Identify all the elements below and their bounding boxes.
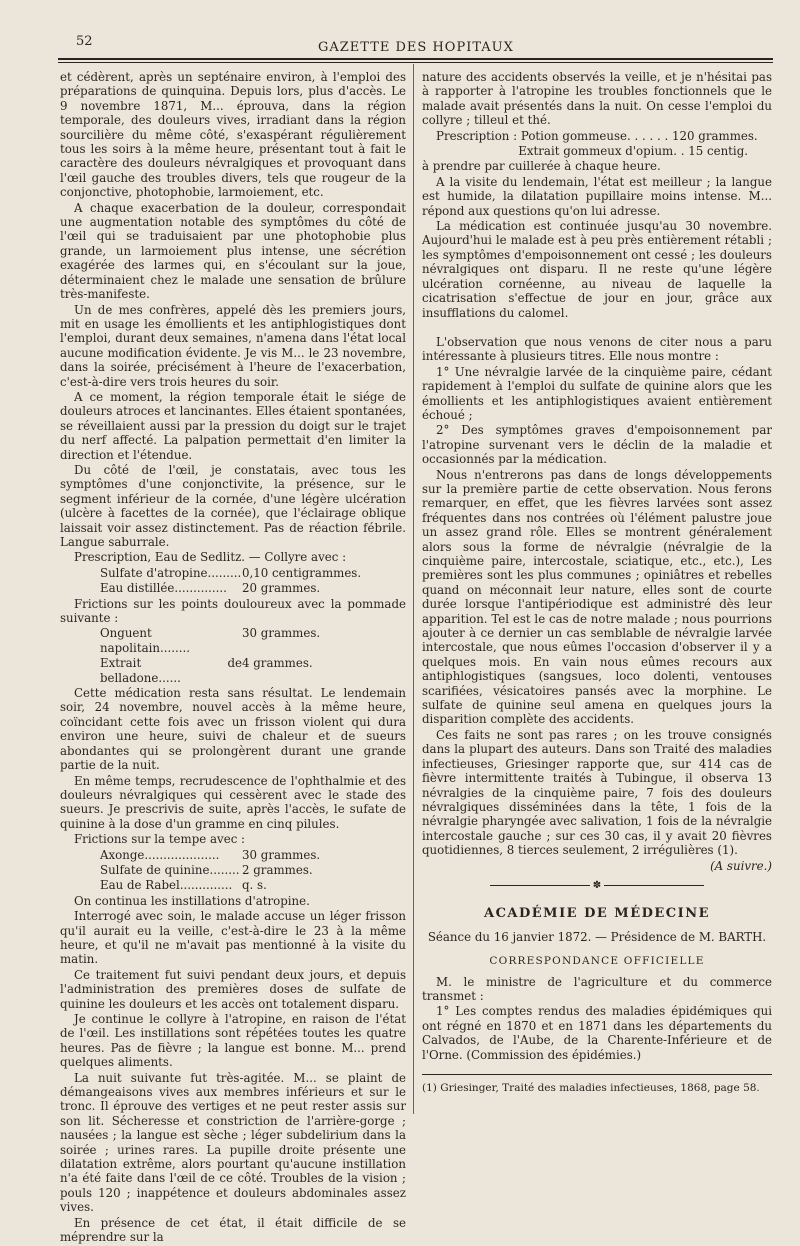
paragraph: Frictions sur les points douloureux avec la pommade suivante :	[60, 596, 406, 626]
paragraph: 2° Des symptômes graves d'empoisonnement par l'atropine survenant vers le déclin de la maladie et occasionnés par la médication.	[422, 423, 772, 467]
prescription-heading: Prescription : Potion gommeuse. . . . . . 120 grammes.	[436, 128, 758, 143]
prescription-line: Extrait de belladone...... 4 grammes.	[100, 656, 313, 685]
paragraph: Du côté de l'œil, je constatais, avec tous les symptômes d'une conjonctivite, la présence, sur le segment inférieur de la cornée, d'une légère ulcération (ulcère à facettes de la cornée), que l'éclairage oblique laissait voir assez distinctement. Pas de réaction fébrile. Langue saburrale.	[60, 462, 406, 549]
prescription-line: Onguent napolitain........ 30 grammes.	[100, 626, 321, 655]
paragraph: nature des accidents observés la veille, et je n'hésitai pas à rapporter à l'atropine les troubles fonctionnels que le malade avait présentés dans la nuit. On cesse l'emploi du collyre ; tilleul et thé.	[422, 70, 772, 128]
column-separator	[413, 64, 414, 1114]
paragraph: Frictions sur la tempe avec :	[74, 832, 246, 847]
paragraph: Nous n'entrerons pas dans de longs développements sur la première partie de cette observation. Nous ferons remarquer, en effet, que les fièvres larvées sont assez fréquentes dans nos contrées où l'élément palustre joue un assez grand rôle. Elles se montrent généralement alors sous la forme de névralgie (névralgie de la cinquième paire, intercostale, sciatique, etc., etc.), Les premières sont les plus communes ; opiniâtres et rebelles quand on méconnait leur nature, elles sont de courte durée lorsque l'antipériodique est administré dès leur apparition. Tel est le cas de notre malade ; nous pourrions ajouter à ce dernier un cas semblable de névralgie larvée intercostale, que nous eûmes l'occasion d'observer il y a quelques mois. En vain nous eûmes recours aux antiphlogistiques (sangsues, loco dolenti, ventouses scarifiées, vésicatoires pansés avec la morphine. Le sulfate de quinine seul amena en quelques jours la disparition complète des accidents.	[422, 467, 772, 727]
header-rule	[58, 58, 773, 60]
footnote: (1) Griesinger, Traité des maladies infectieuses, 1868, page 58.	[422, 1082, 760, 1094]
paragraph: 1° Une névralgie larvée de la cinquième paire, cédant rapidement à l'emploi du sulfate de quinine alors que les émollients et les antiphlogistiques avaient entièrement échoué ;	[422, 364, 772, 422]
paragraph: M. le ministre de l'agriculture et du commerce transmet :	[422, 974, 772, 1003]
paragraph: Interrogé avec soin, le malade accuse un léger frisson qu'il aurait eu la veille, c'est-à-dire le 23 à la même heure, et qu'il ne m'avait pas mentionné à la visite du matin.	[60, 909, 406, 967]
paragraph: La médication est continuée jusqu'au 30 novembre. Aujourd'hui le malade est à peu près entièrement rétabli ; les symptômes d'empoisonnement ont cessé ; les douleurs névralgiques ont disparu. Il ne reste qu'une légère ulcération cornéenne, au niveau de laquelle la cicatrisation s'effectue de jour en jour, grâce aux insufflations du calomel.	[422, 219, 772, 320]
paragraph: Ces faits ne sont pas rares ; on les trouve consignés dans la plupart des auteurs. Dans son Traité des maladies infectieuses, Griesinger rapporte que, sur 414 cas de fièvre intermittente traités à Tubingue, il observa 13 névralgies de la cinquième paire, 7 fois des douleurs névralgiques disséminées dans la tête, 1 fois de la névralgie pharyngée avec salivation, 1 fois de la névralgie intercostale gauche ; sur ces 30 cas, il y avait 20 fièvres quotidiennes, 8 tierces seulement, 2 irrégulières (1).	[422, 727, 772, 858]
prescription-line: Axonge.................... 30 grammes.	[100, 847, 321, 862]
paragraph: L'observation que nous venons de citer nous a paru intéressante à plusieurs titres. Elle nous montre :	[422, 334, 772, 364]
paragraph: Je continue le collyre à l'atropine, en raison de l'état de l'œil. Les instillations sont répétées toutes les quatre heures. Pas de fièvre ; la langue est bonne. M... prend quelques aliments.	[60, 1012, 406, 1070]
subsection-title: CORRESPONDANCE OFFICIELLE	[489, 955, 705, 968]
page-number: 52	[76, 34, 93, 49]
paragraph: A chaque exacerbation de la douleur, correspondait une augmentation notable des symptômes du côté de l'œil qui se traduisaient par une photophobie plus grande, un larmoiement plus intense, une sécrétion exagérée des larmes qui, en s'écoulant sur la joue, déterminaient chez le malade une sensation de brûlure très-manifeste.	[60, 200, 406, 302]
paragraph: En présence de cet état, il était difficile de se méprendre sur la	[60, 1215, 406, 1245]
paragraph: A la visite du lendemain, l'état est meilleur ; la langue est humide, la dilatation pupillaire moins intense. M... répond aux questions qu'on lui adresse.	[422, 174, 772, 218]
prescription-line: Eau de Rabel.............. q. s.	[100, 878, 267, 893]
right-column	[422, 70, 772, 1096]
header-rule-thin	[58, 62, 773, 63]
paragraph: Ce traitement fut suivi pendant deux jours, et depuis l'administration des premières doses de sulfate de quinine les douleurs et les accès ont totalement disparu.	[60, 967, 406, 1011]
paragraph: Cette médication resta sans résultat. Le lendemain soir, 24 novembre, nouvel accès à la même heure, coïncidant cette fois avec un frisson violent qui dura environ une heure, suivi de chaleur et de sueurs abondantes qui se prolongèrent durant une grande partie de la nuit.	[60, 686, 406, 773]
paragraph: 1° Les comptes rendus des maladies épidémiques qui ont régné en 1870 et en 1871 dans les départements du Calvados, de l'Aube, de la Charente-Inférieure et de l'Orne. (Commission des épidémies.)	[422, 1004, 772, 1062]
paragraph: A ce moment, la région temporale était le siége de douleurs atroces et lancinantes. Elles étaient spontanées, se réveillaient aussi par la pression du doigt sur le trajet du nerf affecté. La palpation permettait d'en limiter la direction et l'étendue.	[60, 389, 406, 462]
prescription-line: Eau distillée.............. 20 grammes.	[100, 581, 321, 596]
paragraph: à prendre par cuillerée à chaque heure.	[422, 159, 661, 174]
to-be-continued: (A suivre.)	[710, 858, 772, 873]
left-column	[60, 70, 406, 1246]
session-line: Séance du 16 janvier 1872. — Présidence de M. BARTH.	[427, 929, 767, 944]
footnote-rule	[422, 1074, 772, 1075]
paragraph: Un de mes confrères, appelé dès les premiers jours, mit en usage les émollients et les antiphlogistiques dont l'emploi, durant deux semaines, n'amena dans l'état local aucune modification évidente. Je vis M... le 23 novembre, dans la soirée, précisément à l'heure de l'exacerbation, c'est-à-dire vers trois heures du soir.	[60, 302, 406, 389]
prescription-line: Sulfate de quinine........ 2 grammes.	[100, 862, 313, 877]
running-title: GAZETTE DES HOPITAUX	[318, 40, 514, 55]
paragraph: Prescription, Eau de Sedlitz. — Collyre avec :	[74, 550, 347, 565]
paragraph: On continua les instillations d'atropine.	[74, 893, 310, 908]
paragraph: La nuit suivante fut très-agitée. M... se plaint de démangeaisons vives aux membres inférieurs et sur le tronc. Il éprouve des vertiges et ne peut rester assis sur son lit. Sécheresse et constriction de l'arrière-gorge ; nausées ; la langue est sèche ; léger subdelirium dans la soirée ; urines rares. La pupille droite présente une dilatation extrême, alors pourtant qu'aucune instillation n'a été faite dans l'œil de ce côté. Troubles de la vision ; pouls 120 ; inappétence et douleurs abdominales assez vives.	[60, 1070, 406, 1215]
prescription-line: Extrait gommeux d'opium. . 15 centig.	[518, 144, 748, 159]
paragraph: En même temps, recrudescence de l'ophthalmie et des douleurs névralgiques qui cessèrent avec le stade des sueurs. Je prescrivis de suite, après l'accès, le sufate de quinine à la dose d'un gramme en cinq pilules.	[60, 773, 406, 831]
section-title: ACADÉMIE DE MÉDECINE	[483, 906, 710, 922]
ornament-divider: ✽	[422, 879, 772, 893]
paragraph: et cédèrent, après un septénaire environ, à l'emploi des préparations de quinquina. Depuis lors, plus d'accès. Le 9 novembre 1871, M... éprouva, dans la région temporale, des douleurs vives, irradiant dans la région sourcilière du même côté, s'exaspérant régulièrement tous les soirs à la même heure, présentant tout à fait le caractère des douleurs névralgiques et provoquant dans l'œil gauche des troubles divers, tels que rougeur de la conjonctive, photophobie, larmoiement, etc.	[60, 70, 406, 200]
prescription-line: Sulfate d'atropine......... 0,10 centigrammes.	[100, 565, 362, 580]
